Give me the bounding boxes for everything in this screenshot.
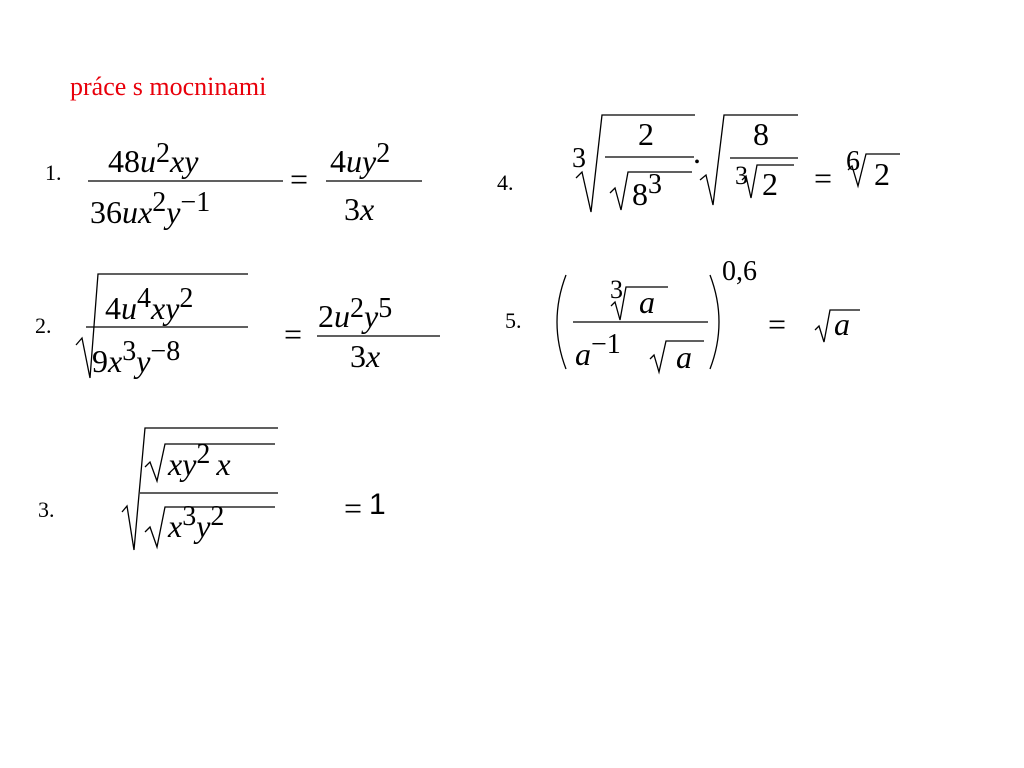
variable: xy: [170, 143, 199, 179]
outer-exponent: 0,6: [722, 256, 757, 287]
p5-denominator: [575, 329, 621, 372]
variable: ux: [122, 194, 153, 230]
exponent: 3: [182, 501, 197, 532]
exponent: −1: [591, 329, 621, 360]
exponent: −1: [180, 187, 211, 218]
variable: y: [196, 508, 211, 544]
exponent: 2: [156, 138, 170, 169]
equals-sign: =: [284, 316, 303, 352]
root-index: 3: [572, 143, 586, 174]
equals-sign: =: [344, 490, 363, 526]
radicand: a: [676, 339, 692, 375]
left-paren: [557, 275, 566, 369]
p2-lhs-denominator: [92, 336, 181, 379]
coefficient: 2: [318, 298, 334, 334]
exponent: 2: [350, 293, 364, 324]
variable: x: [168, 508, 183, 544]
right-paren: [710, 275, 719, 369]
problem-number: 2.: [35, 313, 52, 338]
variable: xy: [151, 290, 180, 326]
root-index: 6: [846, 146, 860, 177]
exponent: 2: [152, 187, 167, 218]
p2-rhs-denominator: [350, 340, 380, 372]
p1-rhs-numerator: [330, 138, 391, 179]
variable: u: [140, 143, 156, 179]
coefficient: 3: [344, 191, 360, 227]
exponent: 2: [196, 439, 211, 470]
coefficient: 3: [350, 338, 366, 374]
equals-sign: =: [814, 160, 833, 196]
variable: y: [364, 298, 379, 334]
p2-rhs-numerator: [318, 293, 393, 334]
exponent: 3: [122, 336, 137, 367]
exponent: 2: [376, 138, 391, 169]
equals-sign: =: [290, 161, 309, 197]
coefficient: 48: [108, 143, 140, 179]
variable: xy: [168, 446, 197, 482]
p4-numerator-2: 8: [753, 116, 769, 152]
exponent: 2: [179, 283, 194, 314]
variable: y: [166, 194, 181, 230]
p3-result: 1: [369, 488, 386, 521]
exponent: 3: [648, 169, 662, 200]
p1-lhs-numerator: [108, 138, 199, 179]
multiplication-dot: .: [693, 134, 701, 170]
base: a: [575, 336, 591, 372]
p1-lhs-denominator: [90, 187, 211, 230]
exponent: 2: [210, 501, 225, 532]
coefficient: 4: [330, 143, 346, 179]
variable: x: [216, 446, 231, 482]
p4-denominator-1: [632, 169, 662, 212]
problem-number: 5.: [505, 308, 522, 333]
variable: x: [108, 343, 123, 379]
problem-number: 3.: [38, 497, 55, 522]
radicand: 2: [762, 166, 778, 202]
base: 8: [632, 176, 648, 212]
coefficient: 4: [105, 290, 121, 326]
p2-lhs-numerator: [105, 283, 194, 326]
p1-rhs-denominator: [344, 193, 374, 225]
variable: u: [121, 290, 137, 326]
variable: x: [360, 191, 375, 227]
problem-number: 1.: [45, 160, 62, 185]
coefficient: 9: [92, 343, 108, 379]
variable: x: [366, 338, 381, 374]
problem-number: 4.: [497, 170, 514, 195]
variable: uy: [346, 143, 377, 179]
radicand: a: [639, 284, 655, 320]
p3-lhs-denominator: [168, 501, 225, 544]
p4-numerator-1: 2: [638, 116, 654, 152]
coefficient: 36: [90, 194, 122, 230]
variable: u: [334, 298, 350, 334]
exponent: 5: [378, 293, 393, 324]
p3-lhs-numerator: [168, 439, 231, 482]
exponent: −8: [150, 336, 181, 367]
page-title: práce s mocninami: [70, 72, 267, 101]
equals-sign: =: [768, 306, 787, 342]
radicand: 2: [874, 156, 890, 192]
root-index: 3: [735, 161, 748, 190]
exponent: 4: [137, 283, 151, 314]
root-index: 3: [610, 275, 623, 304]
radicand: a: [834, 306, 850, 342]
variable: y: [136, 343, 151, 379]
